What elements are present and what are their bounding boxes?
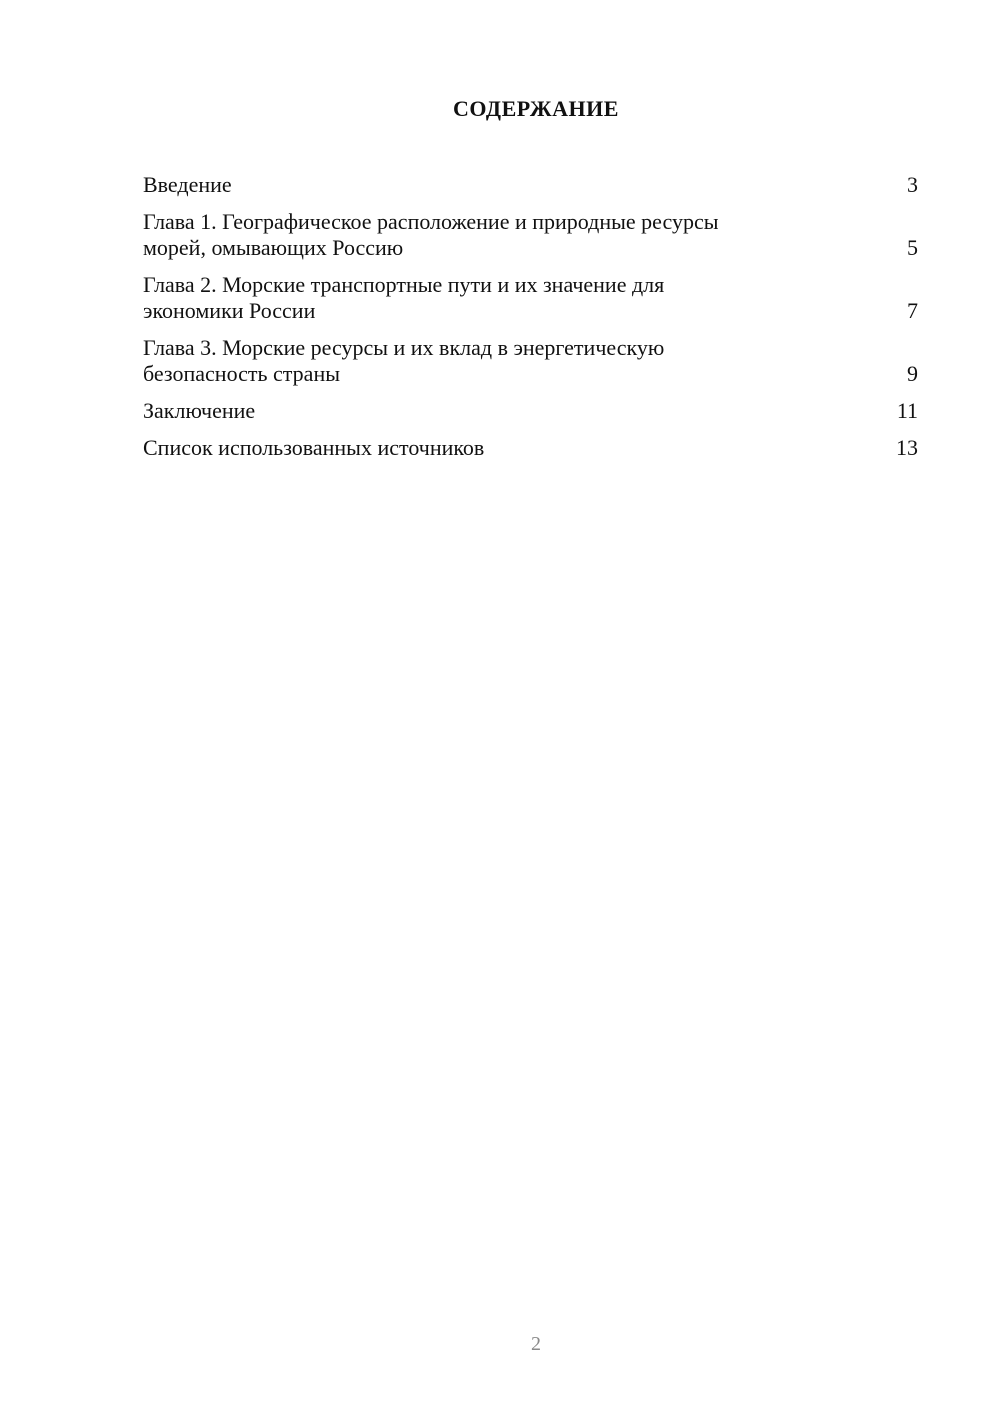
toc-entry-chapter-1 [143, 209, 918, 261]
toc-entry-chapter-2 [143, 272, 918, 324]
table-of-contents [143, 172, 918, 472]
toc-entry-sources [143, 435, 918, 461]
toc-title: СОДЕРЖАНИЕ [453, 96, 619, 121]
page-number: 2 [531, 1333, 541, 1355]
toc-entry-chapter-3 [143, 335, 918, 387]
toc-entry-text: Глава 1. Географическое расположение и природные ресурсы морей, омывающих Россию [143, 209, 719, 260]
toc-entry-text: Заключение [143, 398, 256, 423]
toc-entry-text: Глава 2. Морские транспортные пути и их значение для экономики России [143, 272, 665, 323]
toc-entry-page: 5 [907, 235, 918, 260]
toc-entry-page: 11 [896, 398, 918, 423]
toc-entry-page: 13 [896, 435, 918, 460]
toc-entry-text: Глава 3. Морские ресурсы и их вклад в энергетическую безопасность страны [143, 335, 665, 386]
toc-entry-page: 9 [907, 361, 918, 386]
toc-entry-page: 7 [907, 298, 918, 323]
toc-entry-text: Список использованных источников [143, 435, 485, 460]
toc-entry-introduction [143, 172, 918, 198]
toc-entry-text: Введение [143, 172, 232, 197]
toc-entry-page: 3 [907, 172, 918, 197]
toc-entry-conclusion [143, 398, 918, 424]
